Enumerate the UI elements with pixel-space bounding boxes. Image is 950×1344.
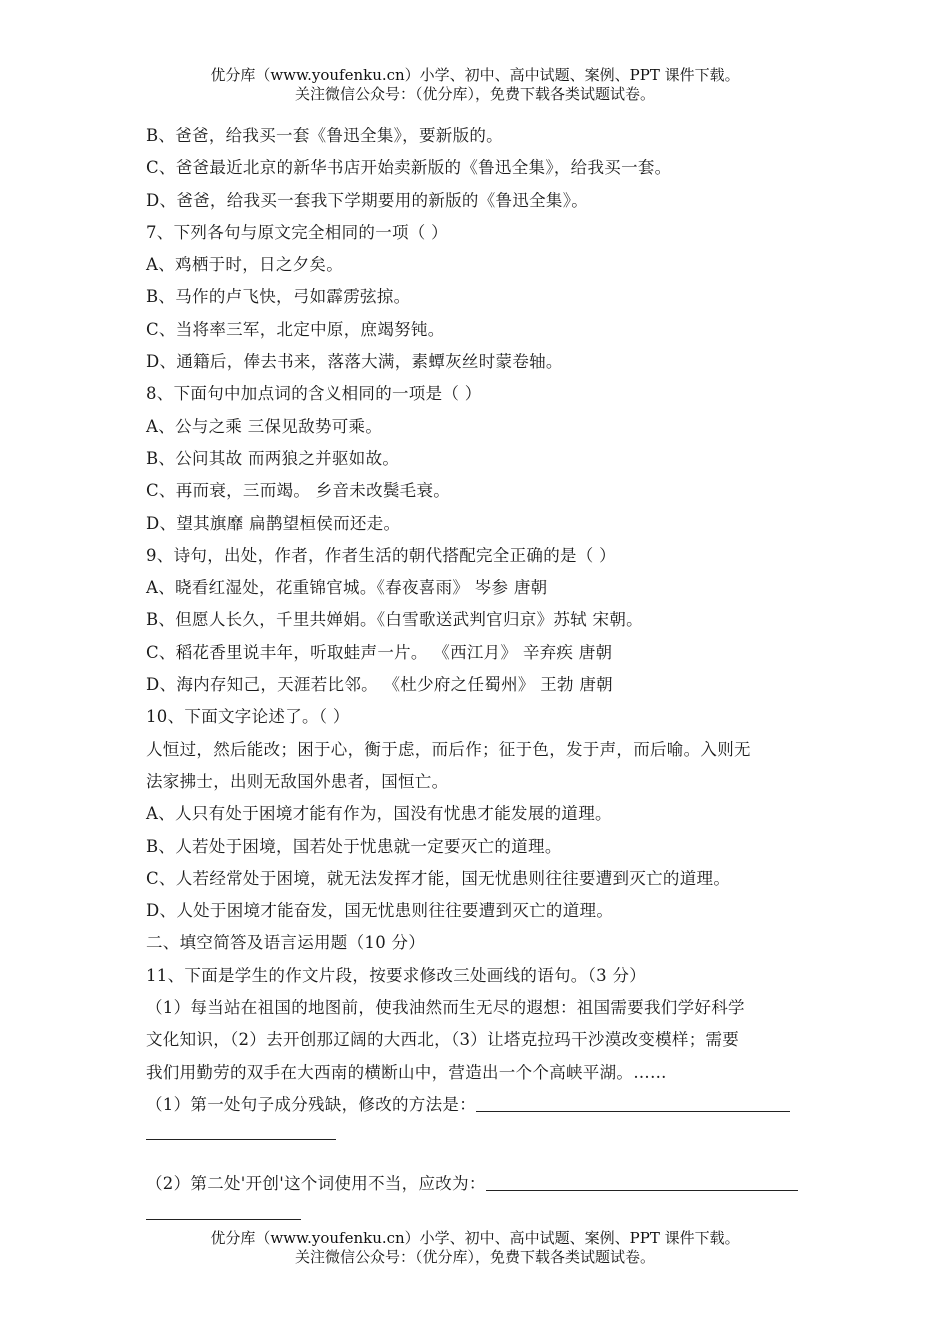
q9-option-c: C、稻花香里说丰年，听取蛙声一片。 《西江月》 辛弃疾 唐朝 bbox=[146, 642, 613, 662]
q8-option-d: D、望其旗靡 扁鹊望桓侯而还走。 bbox=[146, 513, 401, 533]
q11-passage-line-3: 我们用勤劳的双手在大西南的横断山中，营造出一个个高峡平湖。…… bbox=[146, 1062, 667, 1082]
q6-option-c: C、爸爸最近北京的新华书店开始卖新版的《鲁迅全集》，给我买一套。 bbox=[146, 158, 672, 178]
q8-option-b: B、公问其故 而两狼之并驱如故。 bbox=[146, 448, 400, 468]
q10-option-d: D、人处于困境才能奋发，国无忧患则往往要遭到灭亡的道理。 bbox=[146, 901, 614, 921]
page-footer bbox=[0, 1229, 950, 1267]
q11-sub-question-1-text: （1）第一处句子成分残缺，修改的方法是： bbox=[146, 1094, 476, 1114]
section-2-title: 二、填空简答及语言运用题（10 分） bbox=[146, 933, 426, 953]
q11-passage-line-2: 文化知识，（2）去开创那辽阔的大西北，（3）让塔克拉玛干沙漠改变模样；需要 bbox=[146, 1030, 740, 1050]
q7-option-a: A、鸡栖于时，日之夕矣。 bbox=[146, 255, 344, 275]
q10-passage-line-2: 法家拂士，出则无敌国外患者，国恒亡。 bbox=[146, 771, 449, 791]
q11-sub-question-1 bbox=[146, 1089, 826, 1121]
q11-passage-line-1: （1）每当站在祖国的地图前，使我油然而生无尽的遐想：祖国需要我们学好科学 bbox=[146, 998, 745, 1018]
q7-option-b: B、马作的卢飞快，弓如霹雳弦掠。 bbox=[146, 287, 411, 307]
q11-sub-question-2-text: （2）第二处'开创'这个词使用不当，应改为： bbox=[146, 1174, 486, 1194]
footer-line-2: 关注微信公众号：（优分库），免费下载各类试题试卷。 bbox=[294, 1248, 655, 1266]
q8-option-c: C、再而衰，三而竭。 乡音未改鬓毛衰。 bbox=[146, 481, 451, 501]
q10-stem: 10、下面文字论述了。（ ） bbox=[146, 707, 350, 727]
document-body bbox=[146, 120, 826, 1220]
spacer bbox=[146, 1140, 826, 1168]
q6-option-d: D、爸爸，给我买一套我下学期要用的新版的《鲁迅全集》。 bbox=[146, 190, 589, 210]
q9-option-a: A、晓看红湿处，花重锦官城。《春夜喜雨》 岑参 唐朝 bbox=[146, 578, 548, 598]
q11-sub-question-2 bbox=[146, 1168, 826, 1200]
page-header bbox=[0, 66, 950, 104]
footer-line-1: 优分库（www.youfenku.cn）小学、初中、高中试题、案例、PPT 课件下载。 bbox=[210, 1229, 740, 1247]
answer-blank[interactable] bbox=[476, 1093, 790, 1112]
q10-passage-line-1: 人恒过，然后能改；困于心，衡于虑，而后作；征于色，发于声，而后喻。入则无 bbox=[146, 739, 751, 759]
answer-blank-continued[interactable] bbox=[146, 1121, 336, 1140]
q10-option-a: A、人只有处于困境才能有作为，国没有忧患才能发展的道理。 bbox=[146, 804, 612, 824]
q10-option-b: B、人若处于困境，国若处于忧患就一定要灭亡的道理。 bbox=[146, 836, 562, 856]
q11-stem: 11、下面是学生的作文片段，按要求修改三处画线的语句。（3 分） bbox=[146, 965, 647, 985]
answer-blank-continued[interactable] bbox=[146, 1201, 301, 1220]
q9-stem: 9、诗句，出处，作者，作者生活的朝代搭配完全正确的是（ ） bbox=[146, 545, 616, 565]
q9-option-d: D、海内存知己，天涯若比邻。 《杜少府之任蜀州》 王勃 唐朝 bbox=[146, 675, 613, 695]
q9-option-b: B、但愿人长久，千里共婵娟。《白雪歌送武判官归京》苏轼 宋朝。 bbox=[146, 610, 643, 630]
q8-stem: 8、下面句中加点词的含义相同的一项是（ ） bbox=[146, 384, 482, 404]
q7-option-d: D、通籍后，俸去书来，落落大满，素蟫灰丝时蒙卷轴。 bbox=[146, 352, 563, 372]
q8-option-a: A、公与之乘 三保见敌势可乘。 bbox=[146, 416, 383, 436]
header-line-1: 优分库（www.youfenku.cn）小学、初中、高中试题、案例、PPT 课件下载。 bbox=[210, 66, 740, 84]
q7-option-c: C、当将率三军，北定中原，庶竭努钝。 bbox=[146, 319, 445, 339]
q10-option-c: C、人若经常处于困境，就无法发挥才能，国无忧患则往往要遭到灭亡的道理。 bbox=[146, 868, 731, 888]
q6-option-b: B、爸爸，给我买一套《鲁迅全集》，要新版的。 bbox=[146, 126, 503, 145]
answer-blank[interactable] bbox=[486, 1172, 798, 1191]
q7-stem: 7、下列各句与原文完全相同的一项（ ） bbox=[146, 222, 448, 242]
header-line-2: 关注微信公众号：（优分库），免费下载各类试题试卷。 bbox=[294, 85, 655, 103]
